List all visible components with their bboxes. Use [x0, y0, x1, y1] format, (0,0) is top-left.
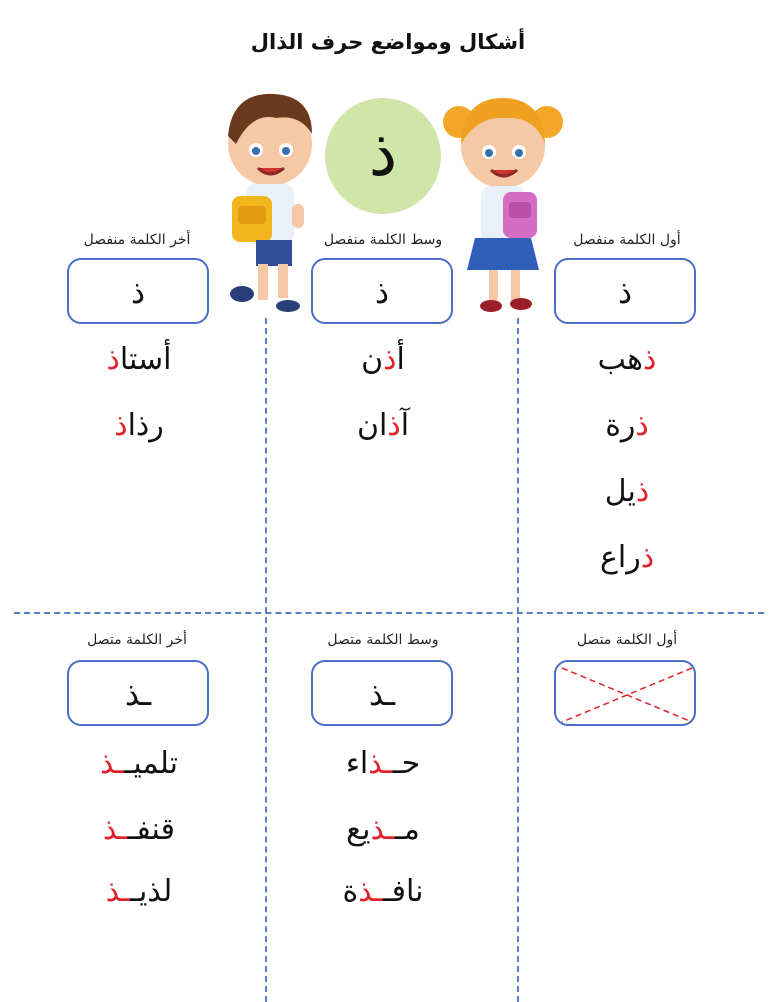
form-box-end-connected: ـذ — [67, 660, 209, 726]
page-title: أشكال ومواضع حرف الذال — [250, 30, 526, 54]
word-item: لذيــذ — [105, 874, 173, 909]
word-item: رذاذ — [114, 408, 164, 443]
column-divider-left — [265, 318, 267, 1002]
form-box-middle-separate: ذ — [311, 258, 453, 324]
word-item: ذيل — [604, 474, 650, 509]
word-item: ذرة — [605, 408, 649, 443]
form-box-start-connected-crossed — [554, 660, 696, 726]
word-item: ذراع — [599, 540, 655, 575]
word-item: مــذيع — [346, 812, 420, 847]
girl-student-illustration — [443, 88, 563, 320]
word-item: تلميــذ — [99, 746, 178, 781]
word-item: قنفــذ — [103, 812, 175, 847]
label-end-connected: أخر الكلمة متصل — [87, 632, 187, 648]
form-box-start-separate: ذ — [554, 258, 696, 324]
form-box-middle-connected: ـذ — [311, 660, 453, 726]
label-end-separate: أخر الكلمة منفصل — [83, 232, 191, 248]
word-item: نافــذة — [342, 874, 424, 909]
word-item: أذن — [361, 342, 405, 377]
label-start-connected: أول الكلمة متصل — [576, 632, 678, 648]
word-item: حــذاء — [345, 746, 421, 781]
section-divider — [14, 612, 764, 614]
featured-letter-circle: ذ — [325, 98, 441, 214]
column-divider-right — [517, 318, 519, 1002]
label-middle-connected: وسط الكلمة متصل — [327, 632, 439, 648]
word-item: أستاذ — [106, 342, 172, 377]
form-box-end-separate: ذ — [67, 258, 209, 324]
boy-student-illustration — [212, 84, 320, 320]
word-item: آذان — [356, 408, 410, 443]
word-item: ذهب — [597, 342, 657, 377]
cross-out-icon — [556, 662, 698, 728]
label-middle-separate: وسط الكلمة منفصل — [323, 232, 443, 248]
label-start-separate: أول الكلمة منفصل — [573, 232, 681, 248]
